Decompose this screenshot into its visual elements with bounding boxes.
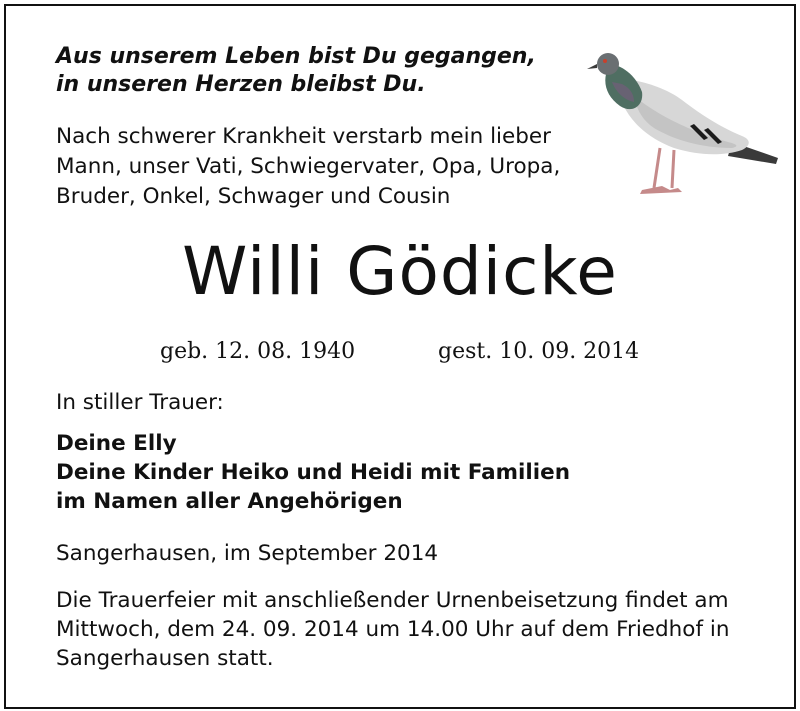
intro-line-2: Mann, unser Vati, Schwiegervater, Opa, Uropa,	[56, 154, 561, 179]
obituary-notice	[4, 4, 796, 709]
ceremony-line-1: Die Trauerfeier mit anschließender Urnenbeisetzung findet am	[56, 588, 729, 613]
motto-line-2: in unseren Herzen bleibst Du.	[56, 72, 426, 97]
mourner-line-1: Deine Elly	[56, 431, 177, 456]
ceremony-line-2: Mittwoch, dem 24. 09. 2014 um 14.00 Uhr auf dem Friedhof in	[56, 617, 730, 642]
place-date: Sangerhausen, im September 2014	[56, 541, 439, 566]
intro-line-3: Bruder, Onkel, Schwager und Cousin	[56, 184, 451, 209]
ceremony-line-3: Sangerhausen statt.	[56, 646, 274, 671]
death-date: gest. 10. 09. 2014	[438, 339, 640, 364]
intro-line-1: Nach schwerer Krankheit verstarb mein lieber	[56, 124, 551, 149]
mourning-heading: In stiller Trauer:	[56, 390, 224, 415]
birth-date: geb. 12. 08. 1940	[160, 339, 356, 364]
mourner-line-3: im Namen aller Angehörigen	[56, 489, 403, 514]
pigeon-icon	[582, 44, 782, 204]
motto-line-1: Aus unserem Leben bist Du gegangen,	[56, 44, 536, 69]
mourner-line-2: Deine Kinder Heiko und Heidi mit Familien	[56, 460, 571, 485]
deceased-name: Willi Gödicke	[182, 233, 618, 310]
